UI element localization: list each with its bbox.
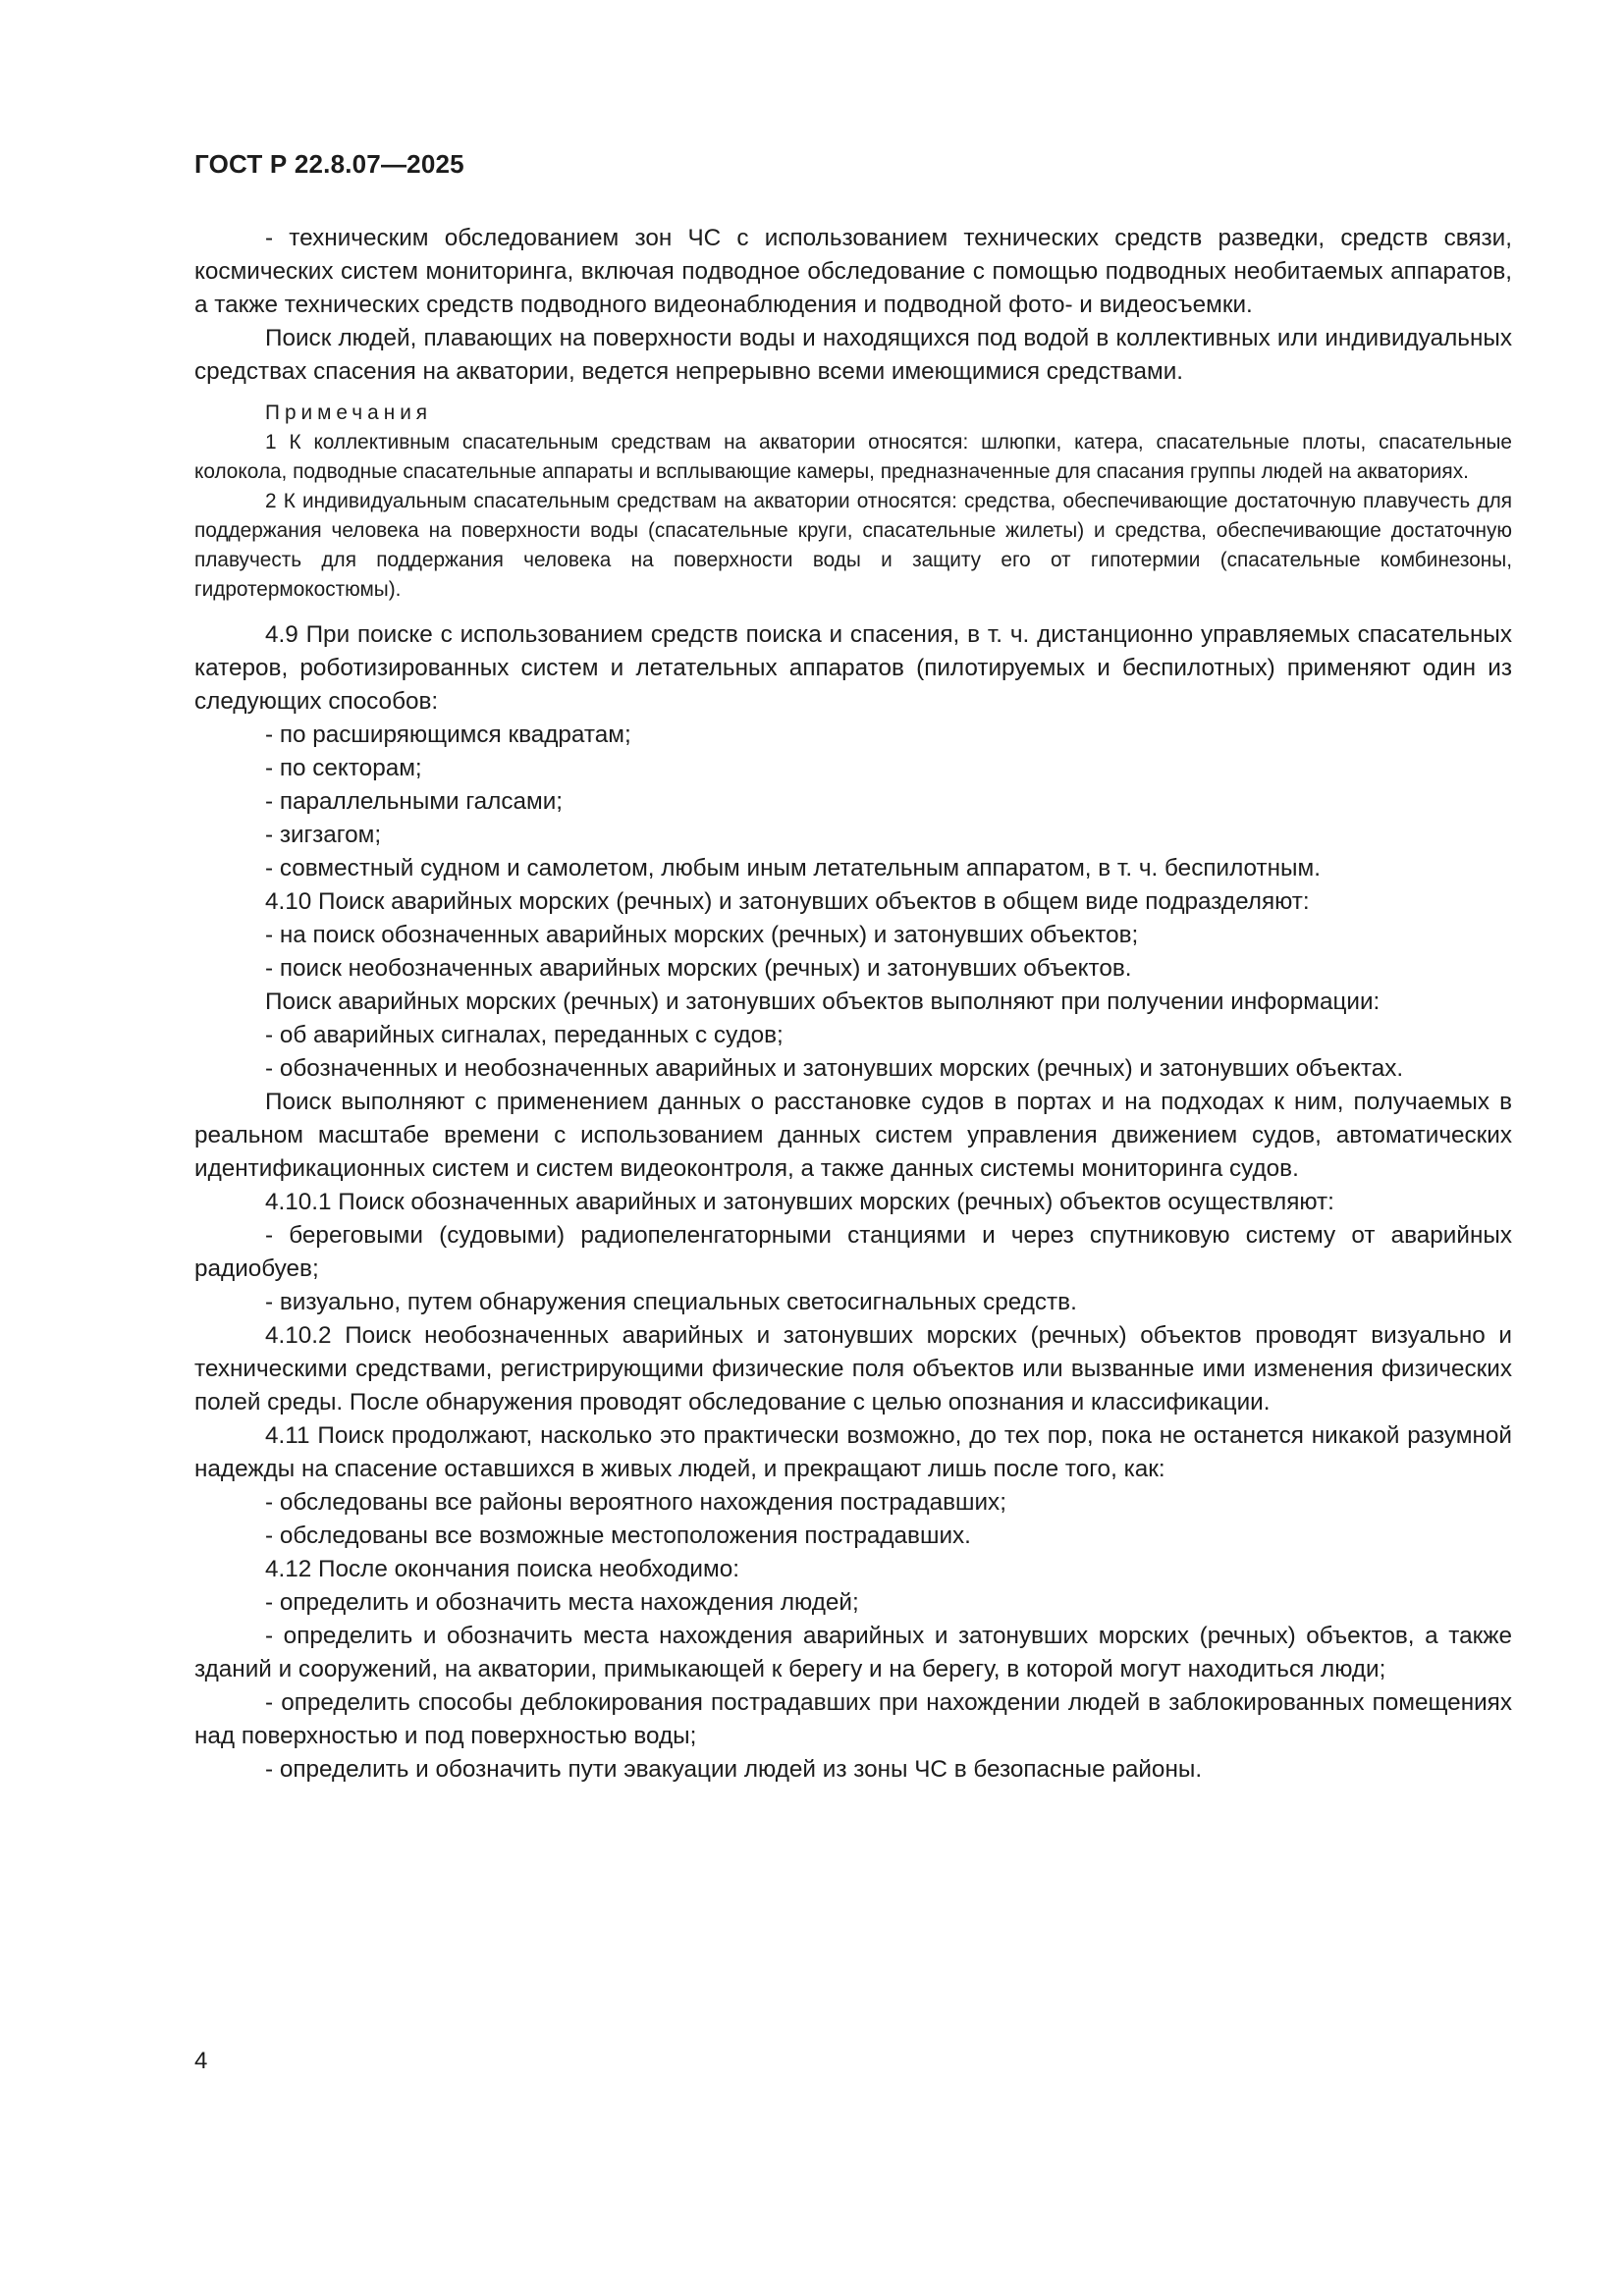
list-item: - определить и обозначить места нахождения людей; (265, 1589, 859, 1616)
list-item: - обозначенных и необозначенных аварийных и затонувших морских (речных) и затонувших объектах. (265, 1055, 1404, 1082)
list-item: - поиск необозначенных аварийных морских (речных) и затонувших объектов. (265, 955, 1132, 982)
paragraph: Поиск аварийных морских (речных) и затонувших объектов выполняют при получении информации: (265, 988, 1380, 1015)
page-number: 4 (194, 2048, 208, 2074)
list-item: - зигзагом; (265, 822, 382, 848)
paragraph: Поиск людей, плавающих на поверхности воды и находящихся под водой в коллективных или индивидуальных средствах спасения на акватории, ведется непрерывно всеми имеющимися средствами. (194, 325, 1512, 385)
list-item: - определить и обозначить пути эвакуации людей из зоны ЧС в безопасные районы. (265, 1756, 1203, 1783)
list-item: - визуально, путем обнаружения специальных светосигнальных средств. (265, 1289, 1077, 1315)
list-item: - обследованы все районы вероятного нахождения пострадавших; (265, 1489, 1006, 1516)
list-item: - береговыми (судовыми) радиопеленгаторными станциями и через спутниковую систему от аварийных радиобуев; (194, 1222, 1512, 1282)
paragraph: 4.10 Поиск аварийных морских (речных) и затонувших объектов в общем виде подразделяют: (265, 888, 1310, 915)
paragraph: - техническим обследованием зон ЧС с использованием технических средств разведки, средств связи, космических систем мониторинга, включая подводное обследование с помощью подводных необитаемых аппаратов, а также технических средств подводного видеонаблюдения и подводной фото- и видеосъемки. (194, 225, 1512, 318)
document-header: ГОСТ Р 22.8.07—2025 (194, 149, 464, 179)
list-item: - по секторам; (265, 755, 422, 781)
list-item: - обследованы все возможные местоположения пострадавших. (265, 1522, 971, 1549)
paragraph: Поиск выполняют с применением данных о расстановке судов в портах и на подходах к ним, получаемых в реальном масштабе времени с использованием данных систем управления движением судов, автоматических идентификационных систем и систем видеоконтроля, а также данных системы мониторинга судов. (194, 1089, 1512, 1182)
list-item: - определить способы деблокирования пострадавших при нахождении людей в заблокированных помещениях над поверхностью и под поверхностью воды; (194, 1689, 1512, 1749)
note-item: 2 К индивидуальным спасательным средствам на акватории относятся: средства, обеспечивающие достаточную плавучесть для поддержания человека на поверхности воды (спасательные круги, спасательные жилеты) и средства, обеспечивающие достаточную плавучесть для поддержания человека на поверхности воды и защиту его от гипотермии (спасательные комбинезоны, гидротермокостюмы). (194, 490, 1512, 601)
notes-title: Примечания (265, 401, 433, 424)
paragraph: 4.10.1 Поиск обозначенных аварийных и затонувших морских (речных) объектов осуществляют: (265, 1189, 1334, 1215)
list-item: - совместный судном и самолетом, любым иным летательным аппаратом, в т. ч. беспилотным. (265, 855, 1321, 881)
paragraph: 4.9 При поиске с использованием средств поиска и спасения, в т. ч. дистанционно управляемых спасательных катеров, роботизированных систем и летательных аппаратов (пилотируемых и беспилотных) применяют один из следующих способов: (194, 621, 1512, 715)
page-content (194, 222, 1512, 1787)
list-item: - параллельными галсами; (265, 788, 564, 815)
paragraph: 4.11 Поиск продолжают, насколько это практически возможно, до тех пор, пока не останется никакой разумной надежды на спасение оставшихся в живых людей, и прекращают лишь после того, как: (194, 1422, 1512, 1482)
list-item: - определить и обозначить места нахождения аварийных и затонувших морских (речных) объектов, а также зданий и сооружений, на акватории, примыкающей к берегу и на берегу, в которой могут находиться люди; (194, 1623, 1512, 1682)
list-item: - по расширяющимся квадратам; (265, 721, 631, 748)
list-item: - об аварийных сигналах, переданных с судов; (265, 1022, 784, 1048)
notes-block (194, 399, 1512, 605)
paragraph: 4.12 После окончания поиска необходимо: (265, 1556, 739, 1582)
list-item: - на поиск обозначенных аварийных морских (речных) и затонувших объектов; (265, 922, 1139, 948)
note-item: 1 К коллективным спасательным средствам на акватории относятся: шлюпки, катера, спасательные плоты, спасательные колокола, подводные спасательные аппараты и всплывающие камеры, предназначенные для спасания группы людей на акваториях. (194, 431, 1512, 483)
paragraph: 4.10.2 Поиск необозначенных аварийных и затонувших морских (речных) объектов проводят визуально и техническими средствами, регистрирующими физические поля объектов или вызванные ими изменения физических полей среды. После обнаружения проводят обследование с целью опознания и классификации. (194, 1322, 1512, 1415)
